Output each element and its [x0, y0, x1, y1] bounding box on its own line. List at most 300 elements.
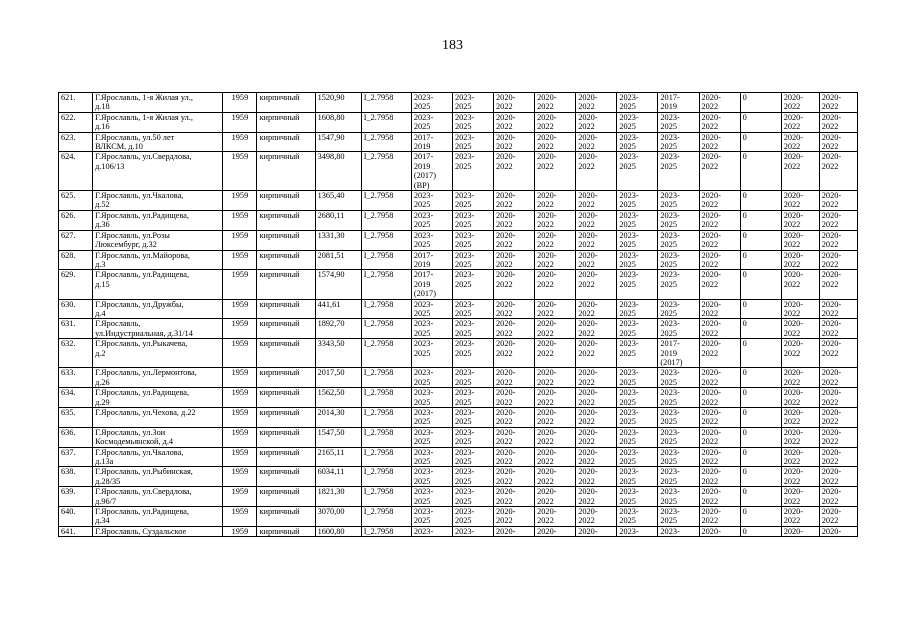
period-cell-line: 2020- [578, 388, 598, 398]
table-row [59, 467, 858, 487]
period-cell-line: 2020- [821, 467, 842, 477]
area-cell: 1574,90 [315, 270, 361, 299]
program-code-cell: I_2.7958 [361, 299, 411, 319]
period-cell [781, 152, 819, 191]
period-cell-line: 2020- [578, 408, 598, 417]
period-cell [452, 93, 493, 113]
period-cell-line: 2023- [413, 230, 434, 240]
period-cell-line: 2025 [619, 476, 636, 486]
period-cell-line: 2020- [537, 112, 557, 122]
period-cell-line: 2022 [496, 437, 513, 447]
period-cell [699, 93, 740, 113]
period-cell [452, 408, 493, 428]
program-code-cell: I_2.7958 [361, 191, 411, 211]
period-cell [535, 526, 576, 536]
period-cell [819, 487, 857, 507]
period-cell [699, 210, 740, 230]
build-year-cell: 1959 [223, 230, 257, 250]
table-row [59, 250, 858, 270]
period-cell-line: 2023- [619, 210, 639, 220]
address-cell-line: д.15 [95, 279, 110, 289]
period-cell-line: 2020- [496, 132, 516, 142]
period-cell-line: 2020- [537, 507, 557, 517]
period-cell-line: 2017- [660, 339, 680, 349]
address-cell [93, 191, 223, 211]
period-cell-line: 2025 [454, 348, 472, 358]
period-cell [617, 210, 658, 230]
period-cell-line: 2025 [619, 516, 636, 526]
period-cell-line: 2020- [701, 319, 721, 329]
period-cell [658, 319, 699, 339]
wall-material-cell: кирпичный [257, 408, 315, 428]
address-cell-line: д.36 [95, 220, 110, 230]
period-cell [452, 487, 493, 507]
period-cell-line: 2020- [496, 408, 516, 417]
period-cell-line: 2020- [578, 427, 598, 437]
period-cell-line: 2023- [413, 299, 434, 309]
row-number-cell: 623. [59, 132, 93, 152]
address-cell [93, 487, 223, 507]
housing-registry-table [58, 92, 858, 537]
period-cell [452, 152, 493, 191]
period-cell-line: 2022 [496, 417, 513, 427]
address-cell-line: Г.Ярославль, ул.Дружбы, [95, 299, 184, 309]
period-cell-line: 2022 [821, 308, 839, 318]
table-row [59, 210, 858, 230]
period-cell-line: 2022 [701, 496, 719, 506]
area-cell: 3498,80 [315, 152, 361, 191]
period-cell-line: 2022 [578, 259, 595, 269]
period-cell-line: 2020- [821, 319, 842, 329]
period-cell [452, 467, 493, 487]
period-cell-line: 2023- [454, 191, 475, 201]
zero-cell: 0 [740, 93, 781, 113]
row-number-cell: 629. [59, 270, 93, 299]
period-cell [617, 339, 658, 368]
period-cell [452, 368, 493, 388]
period-cell-line: 2020- [537, 319, 557, 329]
period-cell-line: 2023- [619, 526, 639, 536]
period-cell-line: 2020- [821, 368, 842, 378]
period-cell [411, 408, 452, 428]
period-cell-line: 2023- [619, 487, 639, 497]
period-cell [535, 270, 576, 299]
row-number-cell: 641. [59, 526, 93, 536]
period-cell [699, 152, 740, 191]
period-cell [819, 447, 857, 467]
period-cell-line: 2023- [660, 270, 680, 280]
address-cell [93, 467, 223, 487]
period-cell-line: 2025 [660, 496, 677, 506]
period-cell-line: 2025 [619, 142, 636, 152]
program-code-cell: I_2.7958 [361, 319, 411, 339]
period-cell-line: 2020- [783, 339, 804, 349]
period-cell-line: 2022 [537, 328, 554, 338]
period-cell [494, 526, 535, 536]
period-cell-line: 2020- [537, 191, 557, 201]
period-cell-line: 2023- [454, 427, 475, 437]
build-year-cell: 1959 [223, 152, 257, 191]
period-cell-line: 2023- [619, 447, 639, 457]
period-cell-line: 2020- [821, 270, 842, 280]
address-cell-line: д.96/7 [95, 496, 117, 506]
address-cell [93, 339, 223, 368]
period-cell-line: 2025 [660, 516, 677, 526]
period-cell [576, 210, 617, 230]
period-cell-line: 2023- [619, 467, 639, 477]
period-cell-line: 2022 [783, 142, 801, 152]
address-cell-line: д.29 [95, 397, 110, 407]
period-cell-line: 2023- [413, 487, 434, 497]
period-cell-line: 2020- [496, 250, 516, 260]
period-cell-line: 2017- [413, 270, 434, 280]
period-cell-line: 2020- [537, 427, 557, 437]
period-cell [781, 427, 819, 447]
period-cell-line: 2023- [660, 132, 680, 142]
period-cell-line: 2022 [701, 142, 719, 152]
period-cell-line: 2025 [413, 476, 431, 486]
period-cell-line: 2023- [454, 447, 475, 457]
program-code-cell: I_2.7958 [361, 152, 411, 191]
area-cell: 1331,30 [315, 230, 361, 250]
period-cell-line: 2020- [701, 270, 721, 280]
period-cell [411, 467, 452, 487]
area-cell: 1365,40 [315, 191, 361, 211]
address-cell [93, 152, 223, 191]
period-cell [411, 339, 452, 368]
period-cell-line: 2022 [821, 200, 839, 210]
period-cell [617, 467, 658, 487]
period-cell-line: (ВР) [413, 180, 430, 190]
period-cell [452, 191, 493, 211]
period-cell [411, 427, 452, 447]
period-cell-line: 2017- [413, 152, 434, 162]
period-cell-line: 2022 [821, 259, 839, 269]
period-cell-line: 2022 [496, 122, 513, 132]
period-cell-line: 2020- [496, 270, 516, 280]
period-cell [819, 339, 857, 368]
period-cell-line: 2023- [413, 210, 434, 220]
period-cell-line: 2022 [783, 377, 801, 387]
period-cell-line: 2025 [413, 308, 431, 318]
period-cell-line: 2022 [783, 516, 801, 526]
period-cell [699, 526, 740, 536]
period-cell-line: 2020- [496, 526, 516, 536]
build-year-cell: 1959 [223, 408, 257, 428]
period-cell [617, 299, 658, 319]
period-cell [781, 447, 819, 467]
address-cell-line: д.106/13 [95, 161, 125, 171]
period-cell-line: 2023- [660, 250, 680, 260]
row-number-cell: 632. [59, 339, 93, 368]
period-cell-line: 2025 [660, 397, 677, 407]
period-cell [494, 388, 535, 408]
zero-cell: 0 [740, 270, 781, 299]
period-cell-line: 2020- [701, 447, 721, 457]
period-cell [617, 368, 658, 388]
period-cell [452, 447, 493, 467]
period-cell-line: 2020- [496, 319, 516, 329]
period-cell [699, 507, 740, 527]
table-row [59, 299, 858, 319]
period-cell-line: 2022 [821, 122, 839, 132]
period-cell-line: 2025 [660, 476, 677, 486]
period-cell [411, 388, 452, 408]
period-cell [658, 507, 699, 527]
period-cell-line: 2020- [496, 191, 516, 201]
period-cell-line: 2022 [783, 259, 801, 269]
period-cell [494, 93, 535, 113]
period-cell [452, 299, 493, 319]
wall-material-cell: кирпичный [257, 93, 315, 113]
period-cell [658, 132, 699, 152]
program-code-cell: I_2.7958 [361, 447, 411, 467]
period-cell-line: 2022 [578, 476, 595, 486]
period-cell-line: 2025 [619, 437, 636, 447]
period-cell [576, 299, 617, 319]
period-cell-line: 2023- [619, 250, 639, 260]
build-year-cell: 1959 [223, 339, 257, 368]
period-cell-line: 2025 [454, 200, 472, 210]
period-cell [576, 93, 617, 113]
period-cell-line: 2020- [578, 250, 598, 260]
period-cell-line: 2022 [537, 516, 554, 526]
period-cell-line: 2020- [578, 132, 598, 142]
period-cell [658, 230, 699, 250]
build-year-cell: 1959 [223, 299, 257, 319]
period-cell-line: 2023- [660, 230, 680, 240]
period-cell-line: 2020- [821, 408, 842, 417]
period-cell-line: 2020- [701, 93, 721, 102]
period-cell-line: 2025 [454, 102, 472, 112]
period-cell-line: 2023- [619, 507, 639, 517]
period-cell-line: 2020- [783, 191, 804, 201]
period-cell-line: 2023- [660, 447, 680, 457]
period-cell-line: 2020- [578, 191, 598, 201]
period-cell-line: 2022 [578, 142, 595, 152]
period-cell-line: 2025 [619, 328, 636, 338]
period-cell [819, 152, 857, 191]
period-cell [658, 191, 699, 211]
period-cell [617, 507, 658, 527]
period-cell-line: 2020- [783, 152, 804, 162]
period-cell-line: 2022 [821, 476, 839, 486]
period-cell-line: 2020- [496, 93, 516, 102]
table-row [59, 447, 858, 467]
period-cell-line: 2023- [454, 339, 475, 349]
address-cell [93, 447, 223, 467]
address-cell-line: д.3 [95, 259, 106, 269]
period-cell [411, 270, 452, 299]
period-cell-line: 2022 [821, 397, 839, 407]
period-cell-line: 2022 [578, 220, 595, 230]
period-cell [699, 427, 740, 447]
period-cell-line: 2020- [537, 210, 557, 220]
period-cell-line: 2023- [413, 388, 434, 398]
period-cell [411, 368, 452, 388]
period-cell-line: 2023- [660, 319, 680, 329]
period-cell-line: 2020- [496, 427, 516, 437]
period-cell [699, 250, 740, 270]
period-cell-line: 2020- [701, 299, 721, 309]
build-year-cell: 1959 [223, 270, 257, 299]
zero-cell: 0 [740, 447, 781, 467]
period-cell-line: 2025 [413, 102, 431, 112]
period-cell-line: 2020- [496, 152, 516, 162]
period-cell-line: 2023- [660, 526, 680, 536]
period-cell-line: 2020- [701, 152, 721, 162]
period-cell-line: 2022 [701, 279, 719, 289]
period-cell-line: 2020- [496, 339, 516, 349]
period-cell-line: 2020- [783, 408, 804, 417]
period-cell [658, 388, 699, 408]
period-cell-line: 2020- [578, 299, 598, 309]
period-cell-line: 2023- [619, 191, 639, 201]
period-cell [494, 191, 535, 211]
period-cell [411, 210, 452, 230]
period-cell-line: 2022 [783, 496, 801, 506]
period-cell-line: 2020- [783, 487, 804, 497]
period-cell-line: 2025 [619, 161, 636, 171]
period-cell-line: 2023- [454, 112, 475, 122]
program-code-cell: I_2.7958 [361, 339, 411, 368]
period-cell-line: 2022 [701, 308, 719, 318]
build-year-cell: 1959 [223, 507, 257, 527]
period-cell-line: 2023- [660, 112, 680, 122]
address-cell-line: Г.Ярославль, ул.Радищева, [95, 388, 190, 398]
area-cell: 2017,50 [315, 368, 361, 388]
period-cell-line: 2023- [619, 368, 639, 378]
period-cell-line: 2019 [413, 142, 431, 152]
period-cell [535, 487, 576, 507]
table-row [59, 339, 858, 368]
period-cell-line: 2020- [783, 319, 804, 329]
period-cell [781, 93, 819, 113]
address-cell-line: д.4 [95, 308, 106, 318]
period-cell [819, 250, 857, 270]
period-cell-line: 2020- [537, 230, 557, 240]
period-cell-line: 2020- [783, 526, 804, 536]
period-cell-line: 2022 [537, 122, 554, 132]
period-cell-line: 2025 [413, 200, 431, 210]
period-cell [617, 152, 658, 191]
period-cell-line: 2020- [701, 112, 721, 122]
period-cell-line: 2023- [454, 368, 475, 378]
period-cell-line: 2023- [619, 112, 639, 122]
period-cell-line: 2025 [619, 102, 636, 112]
period-cell-line: 2022 [578, 496, 595, 506]
period-cell [617, 487, 658, 507]
build-year-cell: 1959 [223, 447, 257, 467]
zero-cell: 0 [740, 319, 781, 339]
period-cell-line: 2023- [454, 319, 475, 329]
period-cell [535, 427, 576, 447]
period-cell-line: 2022 [821, 496, 839, 506]
period-cell [452, 132, 493, 152]
address-cell-line: Г.Ярославль, Суздальское [95, 526, 187, 536]
period-cell-line: 2022 [496, 161, 513, 171]
period-cell-line: 2022 [537, 259, 554, 269]
wall-material-cell: кирпичный [257, 526, 315, 536]
row-number-cell: 634. [59, 388, 93, 408]
period-cell [658, 152, 699, 191]
period-cell-line: 2020- [537, 299, 557, 309]
period-cell-line: 2020- [821, 250, 842, 260]
period-cell-line: 2022 [496, 516, 513, 526]
period-cell-line: 2023- [413, 408, 434, 417]
period-cell-line: 2022 [496, 200, 513, 210]
period-cell-line: 2023- [660, 191, 680, 201]
period-cell-line: 2025 [454, 308, 472, 318]
address-cell-line: Космодемьянской, д.4 [95, 437, 174, 447]
period-cell-line: 2022 [783, 457, 801, 467]
period-cell [658, 299, 699, 319]
period-cell-line: 2020- [701, 210, 721, 220]
period-cell-line: 2025 [454, 437, 472, 447]
address-cell-line: д.34 [95, 516, 110, 526]
period-cell-line: 2025 [619, 200, 636, 210]
period-cell-line: 2020- [578, 507, 598, 517]
zero-cell: 0 [740, 250, 781, 270]
period-cell-line: 2023- [660, 388, 680, 398]
period-cell-line: 2020- [783, 132, 804, 142]
period-cell-line: 2025 [660, 142, 677, 152]
period-cell-line: 2020- [496, 299, 516, 309]
period-cell-line: 2019 [413, 279, 431, 289]
address-cell-line: Г.Ярославль, ул.Рыбинская, [95, 467, 193, 477]
period-cell-line: 2019 [413, 259, 431, 269]
period-cell [617, 388, 658, 408]
address-cell-line: д.18 [95, 102, 110, 112]
period-cell-line: 2022 [701, 348, 719, 358]
period-cell [535, 132, 576, 152]
period-cell-line: 2025 [454, 377, 472, 387]
table-row [59, 427, 858, 447]
program-code-cell: I_2.7958 [361, 388, 411, 408]
period-cell-line: 2023- [619, 152, 639, 162]
period-cell-line: 2022 [537, 437, 554, 447]
table-row [59, 132, 858, 152]
address-cell-line: Г.Ярославль, 1-я Жилая ул., [95, 93, 193, 102]
period-cell-line: 2023- [660, 210, 680, 220]
period-cell-line: 2025 [660, 308, 677, 318]
address-cell-line: Люксембург, д.32 [95, 240, 157, 250]
address-cell-line: Г.Ярославль, ул.Радищева, [95, 210, 190, 220]
period-cell-line: 2023- [619, 319, 639, 329]
period-cell-line: 2022 [821, 279, 839, 289]
period-cell-line: 2022 [496, 142, 513, 152]
row-number-cell: 639. [59, 487, 93, 507]
period-cell [494, 210, 535, 230]
period-cell-line: 2022 [783, 417, 801, 427]
period-cell-line: 2025 [660, 328, 677, 338]
period-cell [781, 487, 819, 507]
period-cell [781, 467, 819, 487]
period-cell [781, 270, 819, 299]
period-cell-line: 2022 [496, 240, 513, 250]
period-cell-line: 2022 [537, 240, 554, 250]
build-year-cell: 1959 [223, 191, 257, 211]
period-cell [576, 250, 617, 270]
build-year-cell: 1959 [223, 487, 257, 507]
program-code-cell: I_2.7958 [361, 112, 411, 132]
period-cell-line: 2020- [821, 230, 842, 240]
period-cell-line: 2022 [537, 220, 554, 230]
period-cell [411, 152, 452, 191]
area-cell: 3343,50 [315, 339, 361, 368]
period-cell-line: 2022 [821, 142, 839, 152]
period-cell [535, 339, 576, 368]
